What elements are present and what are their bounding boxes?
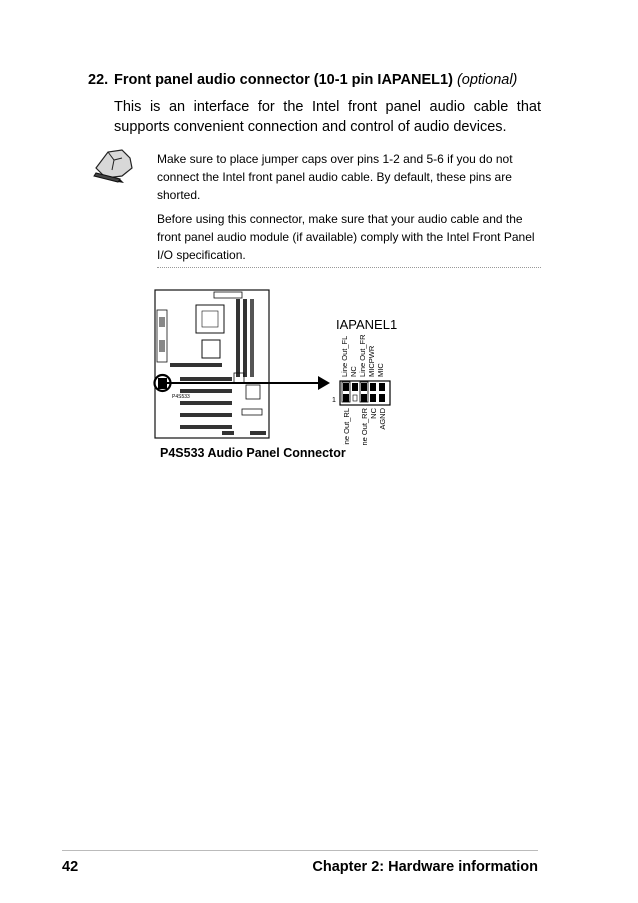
pin-one-marker: 1 [332,397,336,404]
pin-label-nc-top: NC [349,366,358,377]
pointer-arrow [160,370,330,395]
note-text [157,150,541,270]
iapanel1-connector [330,330,400,450]
section-title-text: Front panel audio connector (10-1 pin IAPANEL1) [114,72,453,88]
section-title [114,72,517,88]
section-number: 22. [88,72,109,88]
pin-label-micpwr: MICPWR [367,345,376,377]
footer-divider [62,850,538,851]
connector-name: IAPANEL1 [336,317,398,332]
pin-label-lineout-rl: Line Out_RL [342,408,351,445]
section-qualifier: (optional) [456,72,518,88]
pin-label-lineout-fr: Line Out_FR [358,334,367,377]
hand-writing-icon [92,146,136,191]
note-paragraph-1: Make sure to place jumper caps over pins 1-2 and 5-6 if you do not connect the Intel front panel audio cable. By default, these pins are shorted. [157,152,513,202]
pin-label-mic: MIC [376,363,385,377]
board-label: P4S533 [172,394,190,400]
section-intro: This is an interface for the Intel front panel audio cable that supports convenient connection and control of audio devices. [114,99,541,135]
page-number: 42 [62,859,79,875]
figure-caption: P4S533 Audio Panel Connector [160,446,346,460]
note-divider [157,267,541,268]
pin-label-agnd: AGND [378,408,387,430]
pin-label-lineout-rr: Line Out_RR [360,408,369,445]
pin-label-lineout-fl: Line Out_FL [340,335,349,377]
note-paragraph-2: Before using this connector, make sure that your audio cable and the front panel audio module (if available) comply with the Intel Front Panel I/O specification. [157,212,535,262]
pin-label-nc-bottom: NC [369,408,378,419]
motherboard-diagram [150,285,275,445]
chapter-title: Chapter 2: Hardware information [312,859,538,875]
